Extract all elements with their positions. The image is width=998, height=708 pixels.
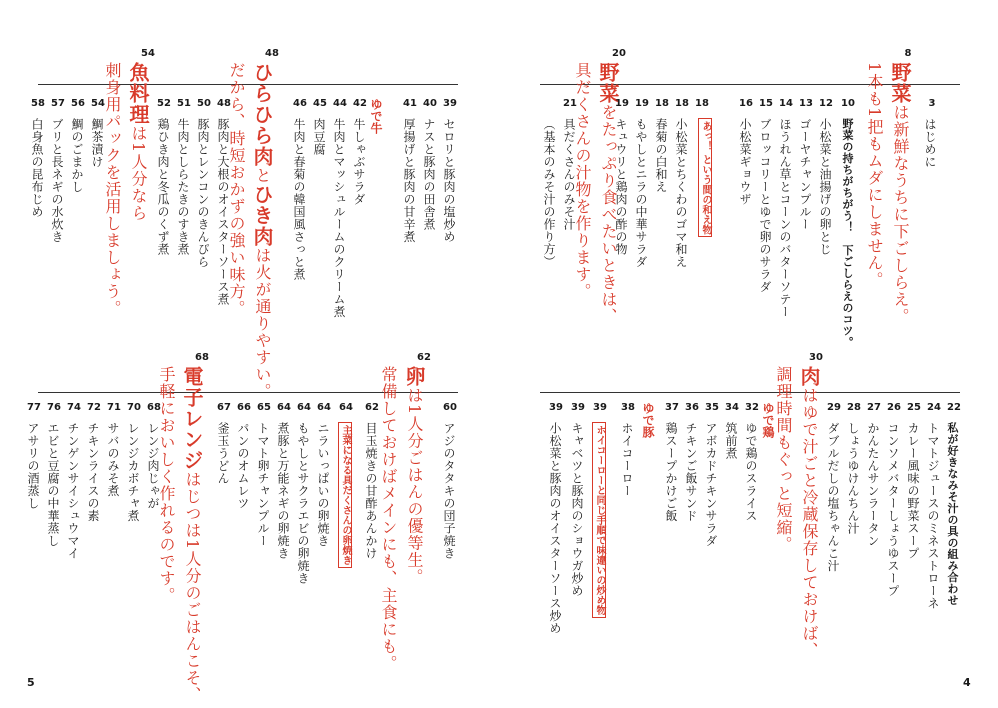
page-number: 18	[675, 98, 689, 109]
section-heading-line2: 具だくさんの汁物を作ります。	[573, 62, 592, 300]
toc-item: 牛肉と春菊の韓国風さっと煮	[292, 118, 306, 281]
toc-item: カレー風味の野菜スープ	[906, 422, 920, 560]
heading-text: はじつは1人分のごはんこそ、	[183, 471, 202, 704]
heading-keyword: ひらひら肉	[250, 62, 274, 167]
page-number: 22	[947, 402, 961, 413]
rule-left-top	[38, 84, 458, 85]
page-number: 10	[841, 98, 855, 109]
heading-text: は1人分なら	[129, 125, 148, 222]
page-number: 64	[277, 402, 291, 413]
toc-item: パンのオムレツ	[236, 422, 250, 510]
toc-item: チンゲンサイシュウマイ	[66, 422, 80, 560]
heading-text: をたっぷり食べたいときは、	[599, 104, 618, 325]
heading-keyword: 電子レンジ	[180, 366, 204, 471]
page-number: 44	[333, 98, 347, 109]
page-number: 65	[257, 402, 271, 413]
page-number: 64	[339, 402, 353, 413]
page-number: 66	[237, 402, 251, 413]
toc-item: 豚肉とレンコンのきんぴら	[196, 118, 210, 268]
page-number: 14	[779, 98, 793, 109]
page-number: 18	[695, 98, 709, 109]
page-number: 37	[665, 402, 679, 413]
toc-item: 鯛茶漬け	[90, 118, 104, 168]
toc-item: 具だくさんのみそ汁	[562, 118, 576, 231]
page-number: 70	[127, 402, 141, 413]
section-heading-line2: 1本も1把もムダにしません。	[865, 62, 884, 289]
heading-keyword: 野菜	[888, 62, 912, 104]
toc-item: アサリの酒蒸し	[26, 422, 40, 510]
toc-item: ニラいっぱいの卵焼き	[316, 422, 330, 547]
toc-item: キャベツと豚肉のショウガ炒め	[570, 422, 584, 597]
folio-left: 5	[27, 676, 35, 689]
page-number: 34	[725, 402, 739, 413]
page-number: 71	[107, 402, 121, 413]
toc-item: 白身魚の昆布じめ	[30, 118, 44, 218]
toc-category: ゆで豚	[641, 402, 655, 438]
toc-item: 鶏ひき肉と冬瓜のくず煮	[156, 118, 170, 256]
toc-item: 煮豚と万能ネギの卵焼き	[276, 422, 290, 560]
toc-item-feature: 野菜の持ちがちがう！ 下ごしらえのコツ。	[841, 118, 854, 348]
toc-item: エビと豆腐の中華蒸し	[46, 422, 60, 547]
toc-item: もやしとニラの中華サラダ	[634, 118, 648, 268]
head-page-number: 54	[141, 48, 155, 59]
page-number: 15	[759, 98, 773, 109]
page-number: 12	[819, 98, 833, 109]
heading-text: は新鮮なうちに下ごしらえ。	[891, 104, 910, 325]
toc-item: 牛しゃぶサラダ	[352, 118, 366, 206]
page-number: 39	[549, 402, 563, 413]
page-number: 24	[927, 402, 941, 413]
page-number: 62	[365, 402, 379, 413]
toc-item: ゆで鶏のスライス	[744, 422, 758, 522]
page-number: 42	[353, 98, 367, 109]
heading-keyword: ひき肉	[250, 184, 274, 247]
page-number: 51	[177, 98, 191, 109]
toc-item: レンジカボチャ煮	[126, 422, 140, 522]
toc-item: トマトジュースのミネストローネ	[926, 422, 940, 610]
toc-item: アボカドチキンサラダ	[704, 422, 718, 547]
toc-subhead-box: ホイコーローと同じ手順で味違いの炒め物	[592, 422, 606, 618]
heading-text: は火が通りやすい。	[253, 247, 272, 400]
page-number: 29	[827, 402, 841, 413]
toc-item: チキンご飯サンド	[684, 422, 698, 522]
page-number: 39	[571, 402, 585, 413]
heading-text: はゆで汁ごと冷蔵保存しておけば、	[800, 387, 819, 659]
section-heading-line2: だから、時短おかずの強い味方。	[227, 62, 246, 317]
heading-text: は1人分ごはんの優等生。	[405, 387, 424, 586]
section-heading-line2: 常備しておけばメインにも、主食にも。	[379, 366, 398, 672]
toc-item: ブリと長ネギの水炊き	[50, 118, 64, 243]
toc-item: 肉豆腐	[312, 118, 326, 156]
section-heading	[404, 366, 424, 585]
page-number: 39	[443, 98, 457, 109]
toc-item: 牛肉としらたきのすき煮	[176, 118, 190, 256]
toc-item: 小松菜ギョウザ	[738, 118, 752, 206]
section-heading	[182, 366, 202, 703]
page-number: 21	[563, 98, 577, 109]
page-number: 52	[157, 98, 171, 109]
toc-item: （基本のみそ汁の作り方）	[542, 118, 556, 268]
toc-item: 小松菜と油揚げの卵とじ	[818, 118, 832, 256]
page-number: 77	[27, 402, 41, 413]
toc-item: ダブルだしの塩ちゃんこ汁	[826, 422, 840, 572]
head-page-number: 30	[809, 352, 823, 363]
heading-keyword: 肉	[797, 366, 821, 387]
page-number: 74	[67, 402, 81, 413]
toc-item: 鶏スープかけご飯	[664, 422, 678, 522]
toc-item: 小松菜とちくわのゴマ和え	[674, 118, 688, 268]
toc-item: チキンライスの素	[86, 422, 100, 522]
toc-item: 釜玉うどん	[216, 422, 230, 485]
page-number: 35	[705, 402, 719, 413]
page-number: 57	[51, 98, 65, 109]
toc-item: 豚肉と大根のオイスターソース煮	[216, 118, 230, 306]
toc-item: 目玉焼きの甘酢あんかけ	[364, 422, 378, 560]
page-number: 72	[87, 402, 101, 413]
toc-item: かんたんサンラータン	[866, 422, 880, 547]
page-number: 76	[47, 402, 61, 413]
page-number: 50	[197, 98, 211, 109]
page-number: 54	[91, 98, 105, 109]
page-number: 67	[217, 402, 231, 413]
page-number: 64	[297, 402, 311, 413]
page-number: 18	[655, 98, 669, 109]
page-number: 38	[621, 402, 635, 413]
section-heading	[799, 366, 819, 659]
page-number: 28	[847, 402, 861, 413]
section-heading	[128, 62, 148, 221]
toc-item: アジのタタキの団子焼き	[442, 422, 456, 560]
section-heading-line2: 調理時間もぐっと短縮。	[774, 366, 793, 553]
page-number: 13	[799, 98, 813, 109]
head-page-number: 20	[612, 48, 626, 59]
toc-item: はじめに	[923, 118, 937, 168]
page-number: 19	[615, 98, 629, 109]
toc-item: しょうゆけんちん汁	[846, 422, 860, 535]
page-number: 3	[928, 98, 936, 109]
page-number: 45	[313, 98, 327, 109]
toc-item: 春菊の白和え	[654, 118, 668, 193]
toc-item: 筑前煮	[724, 422, 738, 460]
page-number: 19	[635, 98, 649, 109]
head-page-number: 68	[195, 352, 209, 363]
page-number: 26	[887, 402, 901, 413]
toc-item: ホイコーロー	[620, 422, 634, 497]
toc-item: 厚揚げと豚肉の甘辛煮	[402, 118, 416, 243]
toc-item: 牛肉とマッシュルームのクリーム煮	[332, 118, 346, 318]
page-number: 27	[867, 402, 881, 413]
toc-category: ゆで牛	[369, 98, 383, 134]
heading-text: と	[253, 167, 272, 184]
toc-item: セロリと豚肉の塩炒め	[442, 118, 456, 243]
toc-item: トマト卵チャンプルー	[256, 422, 270, 547]
page-number: 25	[907, 402, 921, 413]
toc-subhead-box: あっ！ という間の和え物	[698, 118, 712, 237]
rule-right-bottom	[540, 392, 960, 393]
section-heading	[890, 62, 910, 325]
toc-item: キュウリと鶏肉の酢の物	[614, 118, 628, 256]
page-number: 39	[593, 402, 607, 413]
head-page-number: 8	[904, 48, 912, 59]
toc-item-feature: 私が好きなみそ汁の具の組み合わせ	[946, 422, 959, 606]
section-heading	[252, 62, 272, 400]
page-number: 68	[147, 402, 161, 413]
heading-keyword: 魚料理	[126, 62, 150, 125]
toc-item: コンソメバターしょうゆスープ	[886, 422, 900, 597]
toc-item: レンジ肉じゃが	[146, 422, 160, 510]
section-heading-line2: 手軽においしく作れるのです。	[157, 366, 176, 604]
toc-item: ナスと豚肉の田舎煮	[422, 118, 436, 231]
page-number: 41	[403, 98, 417, 109]
page-number: 64	[317, 402, 331, 413]
head-page-number: 48	[265, 48, 279, 59]
heading-keyword: 野菜	[596, 62, 620, 104]
page-number: 16	[739, 98, 753, 109]
page-number: 60	[443, 402, 457, 413]
head-page-number: 62	[417, 352, 431, 363]
toc-item: ゴーヤチャンプルー	[798, 118, 812, 231]
page-number: 58	[31, 98, 45, 109]
toc-item: 小松菜と豚肉のオイスターソース炒め	[548, 422, 562, 635]
toc-subhead-box: 主菜になる具だくさんの卵焼き	[338, 422, 352, 568]
section-heading-line2: 刺身用パックを活用しましょう。	[103, 62, 122, 317]
toc-item: ブロッコリーとゆで卵のサラダ	[758, 118, 772, 293]
toc-item: もやしとサクラエビの卵焼き	[296, 422, 310, 585]
toc-item: 鯛のごまかし	[70, 118, 84, 193]
page-number: 46	[293, 98, 307, 109]
page-number: 56	[71, 98, 85, 109]
page-number: 48	[217, 98, 231, 109]
toc-item: ほうれん草とコーンのバターソテー	[778, 118, 792, 318]
page-number: 32	[745, 402, 759, 413]
toc-item: サバのみそ煮	[106, 422, 120, 497]
toc-category: ゆで鶏	[761, 402, 775, 438]
folio-right: 4	[963, 676, 971, 689]
page-number: 40	[423, 98, 437, 109]
page-number: 36	[685, 402, 699, 413]
heading-keyword: 卵	[402, 366, 426, 387]
